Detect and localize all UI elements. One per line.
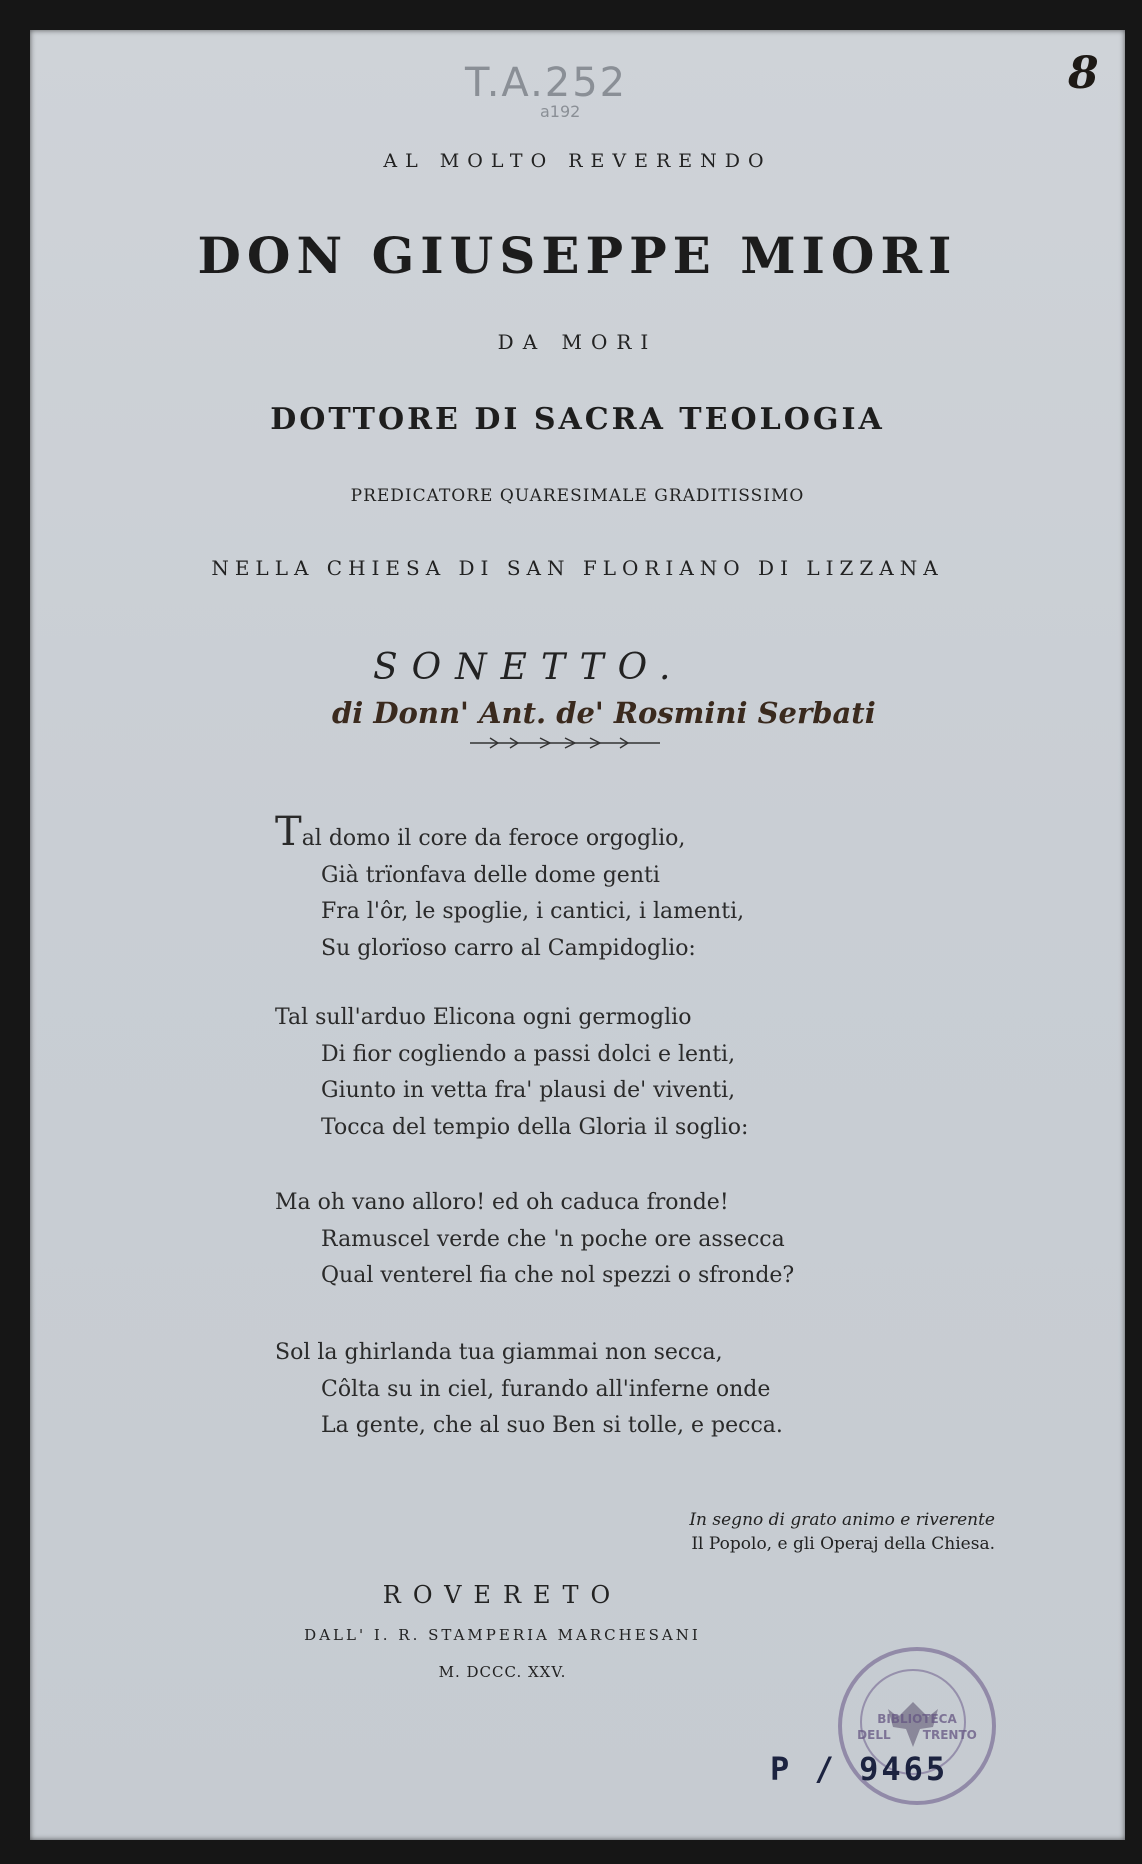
- poem-line: Ramuscel verde che 'n poche ore assecca: [321, 1226, 785, 1252]
- ornament-rule: [470, 735, 660, 751]
- poem-line: Sol la ghirlanda tua giammai non secca,: [275, 1340, 723, 1365]
- imprint-city: ROVERETO: [382, 1581, 623, 1609]
- church-line: NELLA CHIESA DI SAN FLORIANO DI LIZZANA: [211, 556, 944, 580]
- sonnet-stanza-2: [275, 1000, 748, 1146]
- poem-line: Di fior cogliendo a passi dolci e lenti,: [321, 1041, 736, 1067]
- poem-line: Tocca del tempio della Gloria il soglio:: [321, 1114, 749, 1140]
- call-number: P / 9465: [770, 1750, 949, 1788]
- degree-line: DOTTORE DI SACRA TEOLOGIA: [270, 402, 885, 437]
- poem-line: Fra l'ôr, le spoglie, i cantici, i lamenti,: [321, 899, 745, 924]
- handwritten-author: di Donn' Ant. de' Rosmini Serbati: [332, 696, 876, 730]
- poem-line: Qual venterel fia che nol spezzi o sfronde?: [321, 1263, 795, 1288]
- drop-cap: T: [275, 809, 302, 855]
- page-number: 8: [1068, 48, 1099, 99]
- pencil-shelfmark-sub: a192: [540, 102, 581, 121]
- origin-line: DA MORI: [497, 330, 658, 354]
- recipient-name: DON GIUSEPPE MIORI: [197, 226, 958, 285]
- imprint-printer: DALL' I. R. STAMPERIA MARCHESANI: [304, 1626, 701, 1644]
- poem-line: Tal domo il core da feroce orgoglio,: [275, 809, 686, 855]
- dedication-line: AL MOLTO REVERENDO: [383, 150, 772, 172]
- poem-line: Ma oh vano alloro! ed oh caduca fronde!: [275, 1190, 729, 1215]
- poem-line: Tal sull'arduo Elicona ogni germoglio: [275, 1005, 692, 1030]
- dedication-footer-line1: In segno di grato animo e riverente: [689, 1510, 995, 1530]
- document-page: [30, 30, 1125, 1840]
- role-line: PREDICATORE QUARESIMALE GRADITISSIMO: [350, 486, 805, 506]
- poem-line: Su glorïoso carro al Campidoglio:: [321, 935, 696, 961]
- stamp-text: BIBLIOTECA DELL TRENTO: [857, 1712, 977, 1742]
- poem-line: Côlta su in ciel, furando all'inferne onde: [321, 1376, 771, 1402]
- poem-line: Già trïonfava delle dome genti: [321, 862, 660, 888]
- poem-line: La gente, che al suo Ben si tolle, e pecca.: [321, 1413, 783, 1438]
- dedication-footer-line2: Il Popolo, e gli Operaj della Chiesa.: [691, 1534, 995, 1554]
- sonnet-stanza-4: [275, 1335, 783, 1445]
- sonnet-body: [275, 809, 745, 967]
- sonnet-stanza-3: [275, 1185, 794, 1295]
- poem-line: Giunto in vetta fra' plausi de' viventi,: [321, 1078, 736, 1103]
- imprint-year: M. DCCC. XXV.: [438, 1663, 567, 1681]
- sonnet-title: SONETTO.: [373, 647, 685, 688]
- pencil-shelfmark: T.A.252: [465, 60, 628, 106]
